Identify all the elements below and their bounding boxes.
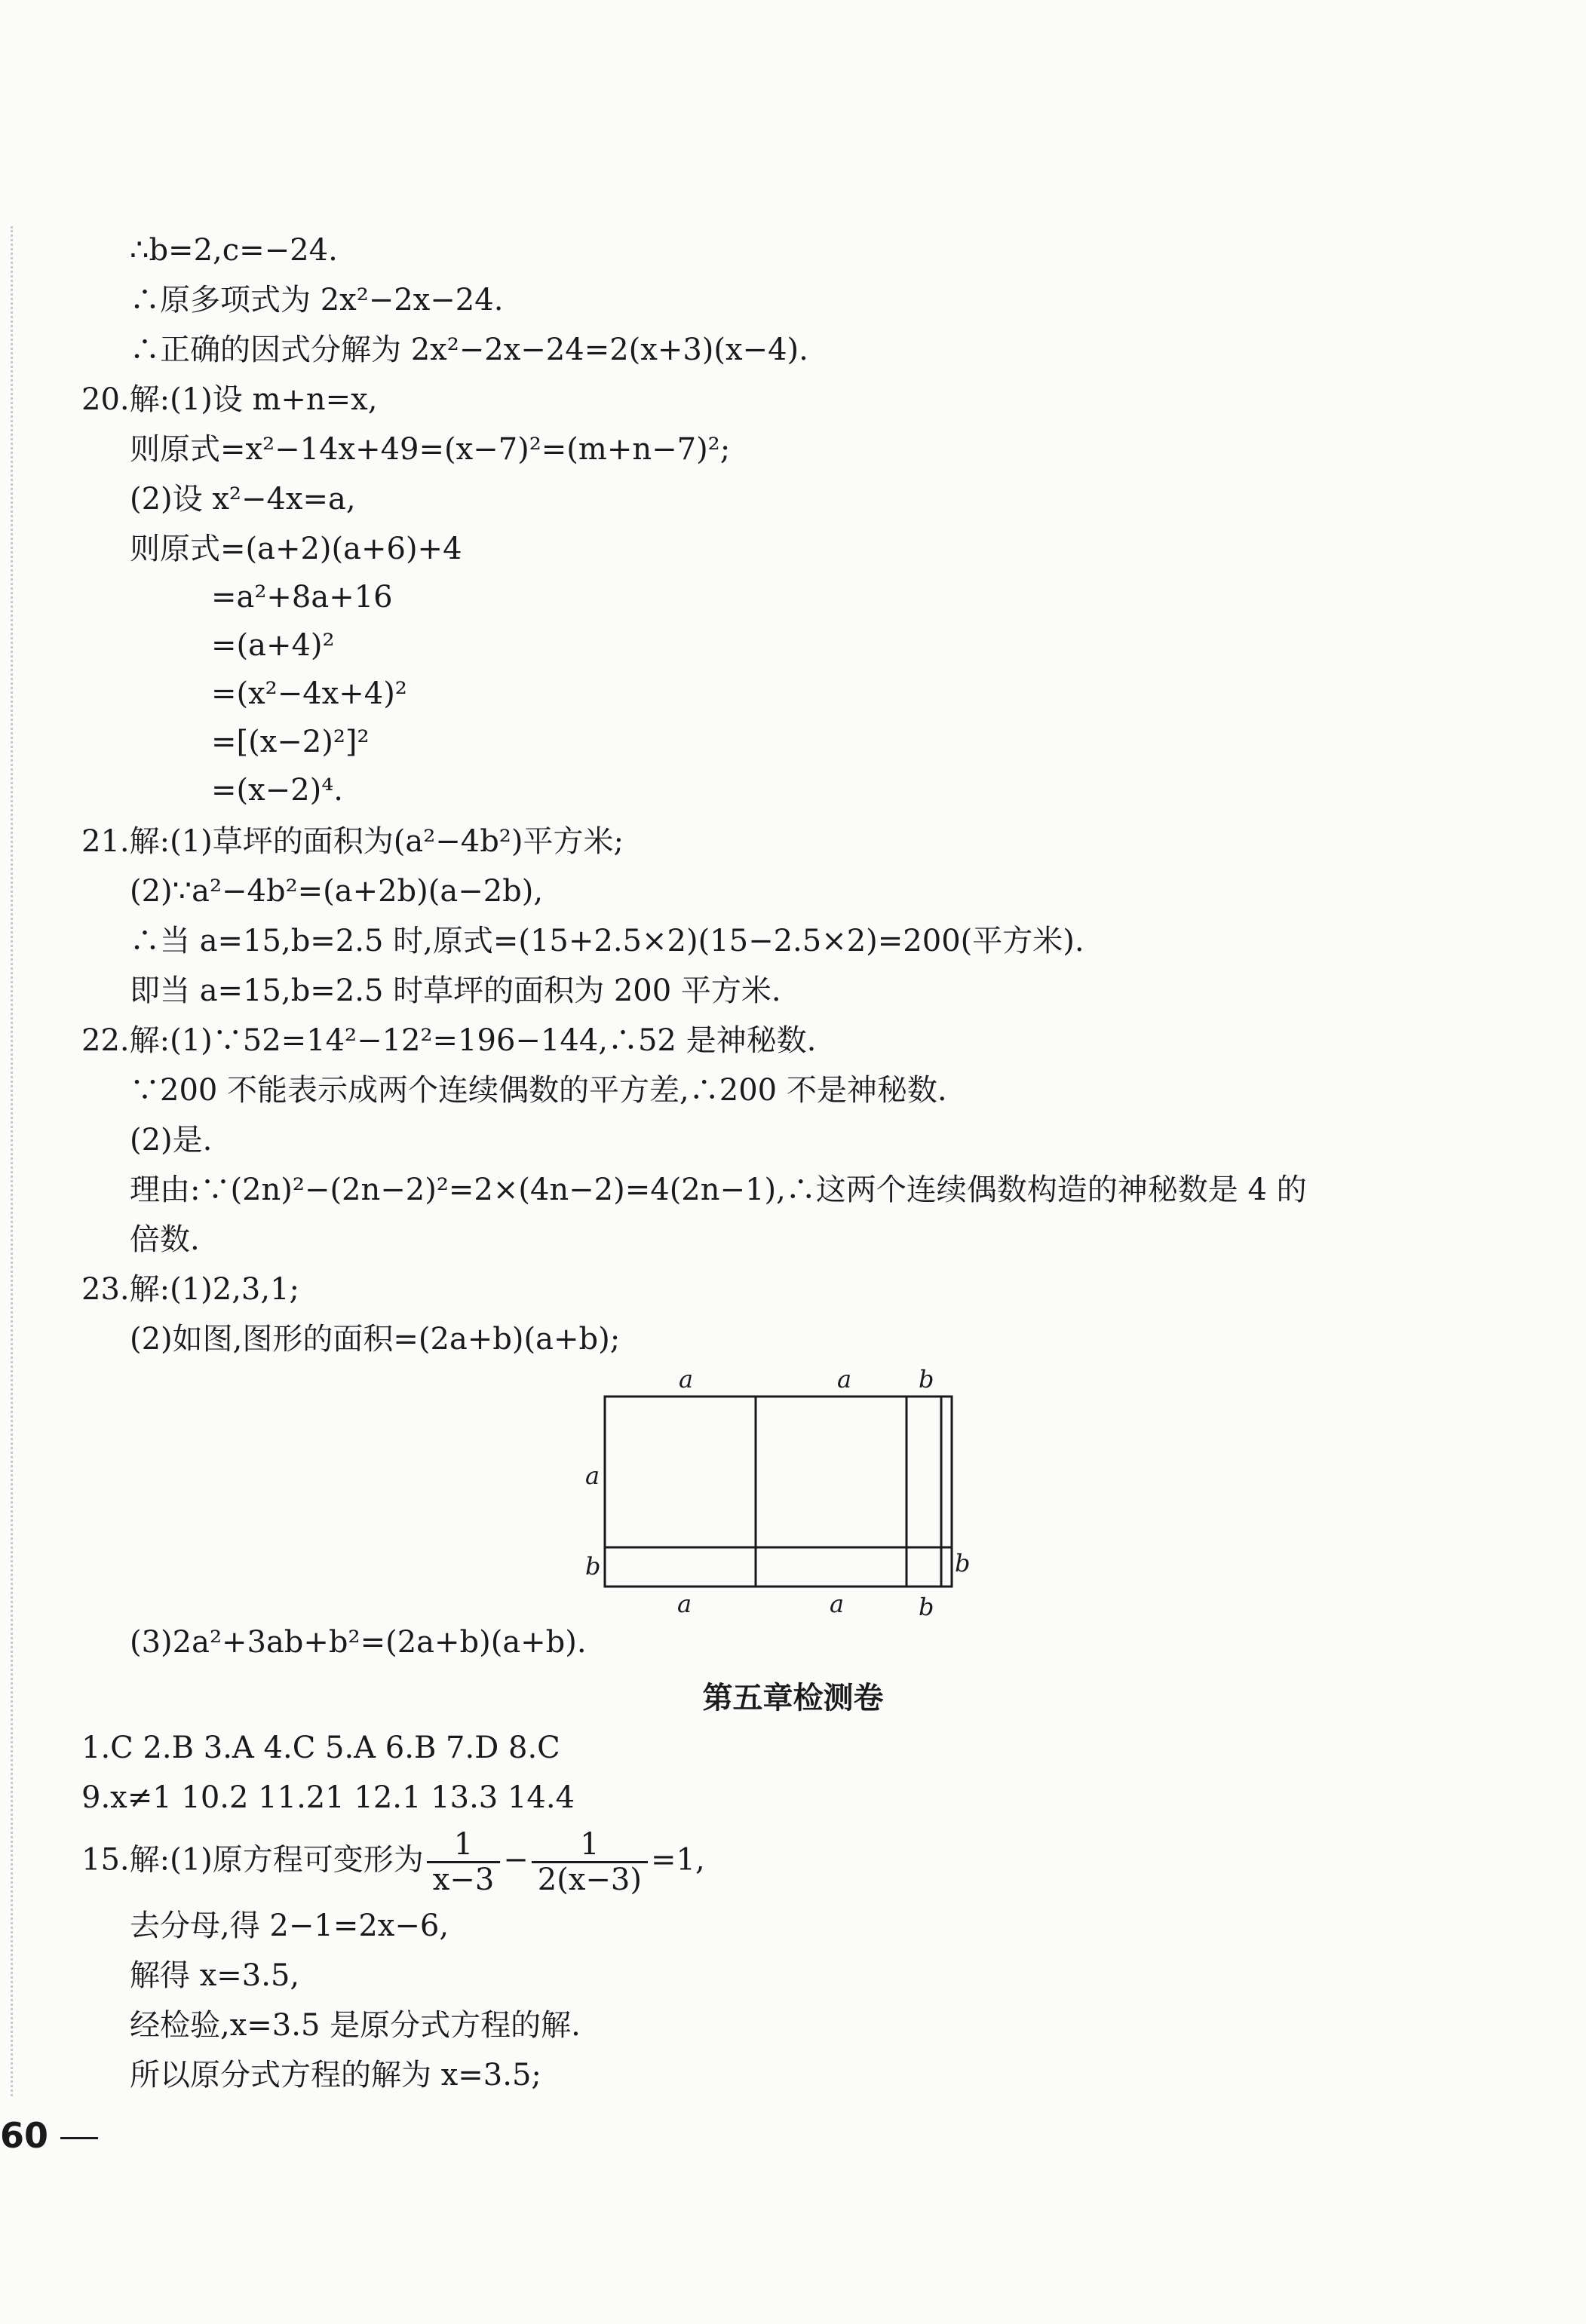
- area-diagram: [581, 1365, 1003, 1621]
- page-number-dash: [60, 2137, 98, 2139]
- figure-label-bottom: a: [677, 1590, 692, 1618]
- solution-line: ∴正确的因式分解为 2x²−2x−24=2(x+3)(x−4).: [130, 333, 808, 367]
- solution-line: 倍数.: [130, 1222, 200, 1257]
- area-figure: [581, 1365, 1003, 1624]
- figure-label-bottom: b: [919, 1593, 934, 1621]
- figure-label-bottom: a: [830, 1590, 845, 1618]
- problem-23-start: 23.解:(1)2,3,1;: [81, 1272, 300, 1307]
- figure-outer-rect: [605, 1397, 952, 1587]
- solution-line: 解得 x=3.5,: [130, 1958, 300, 1993]
- figure-label-left: b: [585, 1552, 601, 1581]
- solution-line: 所以原分式方程的解为 x=3.5;: [130, 2058, 541, 2093]
- answer-key-row: 9.x≠1 10.2 11.21 12.1 13.3 14.4: [81, 1780, 575, 1815]
- fraction: [427, 1828, 501, 1896]
- fraction-denominator: x−3: [432, 1863, 495, 1897]
- problem-20-start: 20.解:(1)设 m+n=x,: [81, 382, 378, 417]
- solution-line: ∴原多项式为 2x²−2x−24.: [130, 283, 504, 317]
- solution-line: ∴当 a=15,b=2.5 时,原式=(15+2.5×2)(15−2.5×2)=200(平方米).: [130, 924, 1084, 958]
- solution-line: (2)是.: [130, 1123, 213, 1157]
- solution-line: (2)设 x²−4x=a,: [130, 482, 356, 517]
- figure-label-right: b: [955, 1549, 971, 1577]
- equation-prefix: 15.解:(1)原方程可变形为: [81, 1842, 424, 1878]
- solution-line: (2)如图,图形的面积=(2a+b)(a+b);: [130, 1322, 621, 1357]
- solution-line: =[(x−2)²]²: [211, 725, 370, 759]
- solution-line: 即当 a=15,b=2.5 时草坪的面积为 200 平方米.: [130, 973, 781, 1008]
- figure-label-top: a: [679, 1365, 694, 1393]
- solution-line: 经检验,x=3.5 是原分式方程的解.: [130, 2008, 581, 2043]
- solution-line: =a²+8a+16: [211, 580, 393, 615]
- figure-lines: [605, 1397, 952, 1587]
- figure-label-top: a: [837, 1365, 852, 1393]
- figure-label-left: a: [585, 1461, 600, 1490]
- solution-line: 理由:∵(2n)²−(2n−2)²=2×(4n−2)=4(2n−1),∴这两个连续偶数构造的神秘数是 4 的: [130, 1173, 1307, 1207]
- problem-22-start: 22.解:(1)∵52=14²−12²=196−144,∴52 是神秘数.: [81, 1023, 817, 1058]
- fraction-numerator: 1: [427, 1828, 501, 1863]
- fraction-denominator: 2(x−3): [537, 1863, 642, 1897]
- solution-line: =(a+4)²: [211, 628, 335, 663]
- solution-line: 去分母,得 2−1=2x−6,: [130, 1909, 449, 1943]
- solution-line: ∵200 不能表示成两个连续偶数的平方差,∴200 不是神秘数.: [130, 1073, 947, 1108]
- solution-line: =(x²−4x+4)²: [211, 676, 407, 711]
- problem-21-start: 21.解:(1)草坪的面积为(a²−4b²)平方米;: [81, 824, 624, 859]
- problem-15-start: [81, 1828, 705, 1896]
- binding-margin-line: [11, 226, 13, 2096]
- solution-line: (2)∵a²−4b²=(a+2b)(a−2b),: [130, 874, 544, 909]
- answer-key-row: 1.C 2.B 3.A 4.C 5.A 6.B 7.D 8.C: [81, 1731, 560, 1765]
- minus-sign: −: [503, 1842, 529, 1878]
- fraction-numerator: 1: [532, 1828, 648, 1863]
- solution-line: 则原式=(a+2)(a+6)+4: [130, 532, 462, 566]
- solution-line: 则原式=x²−14x+49=(x−7)²=(m+n−7)²;: [130, 432, 731, 467]
- page-number: 60: [0, 2115, 49, 2156]
- section-heading: 第五章检测卷: [702, 1681, 884, 1715]
- fraction: [532, 1828, 648, 1896]
- solution-line: (3)2a²+3ab+b²=(2a+b)(a+b).: [130, 1625, 587, 1660]
- figure-label-top: b: [919, 1365, 934, 1393]
- equation-suffix: =1,: [650, 1842, 705, 1878]
- solution-line: =(x−2)⁴.: [211, 773, 343, 808]
- solution-line: ∴b=2,c=−24.: [130, 233, 338, 268]
